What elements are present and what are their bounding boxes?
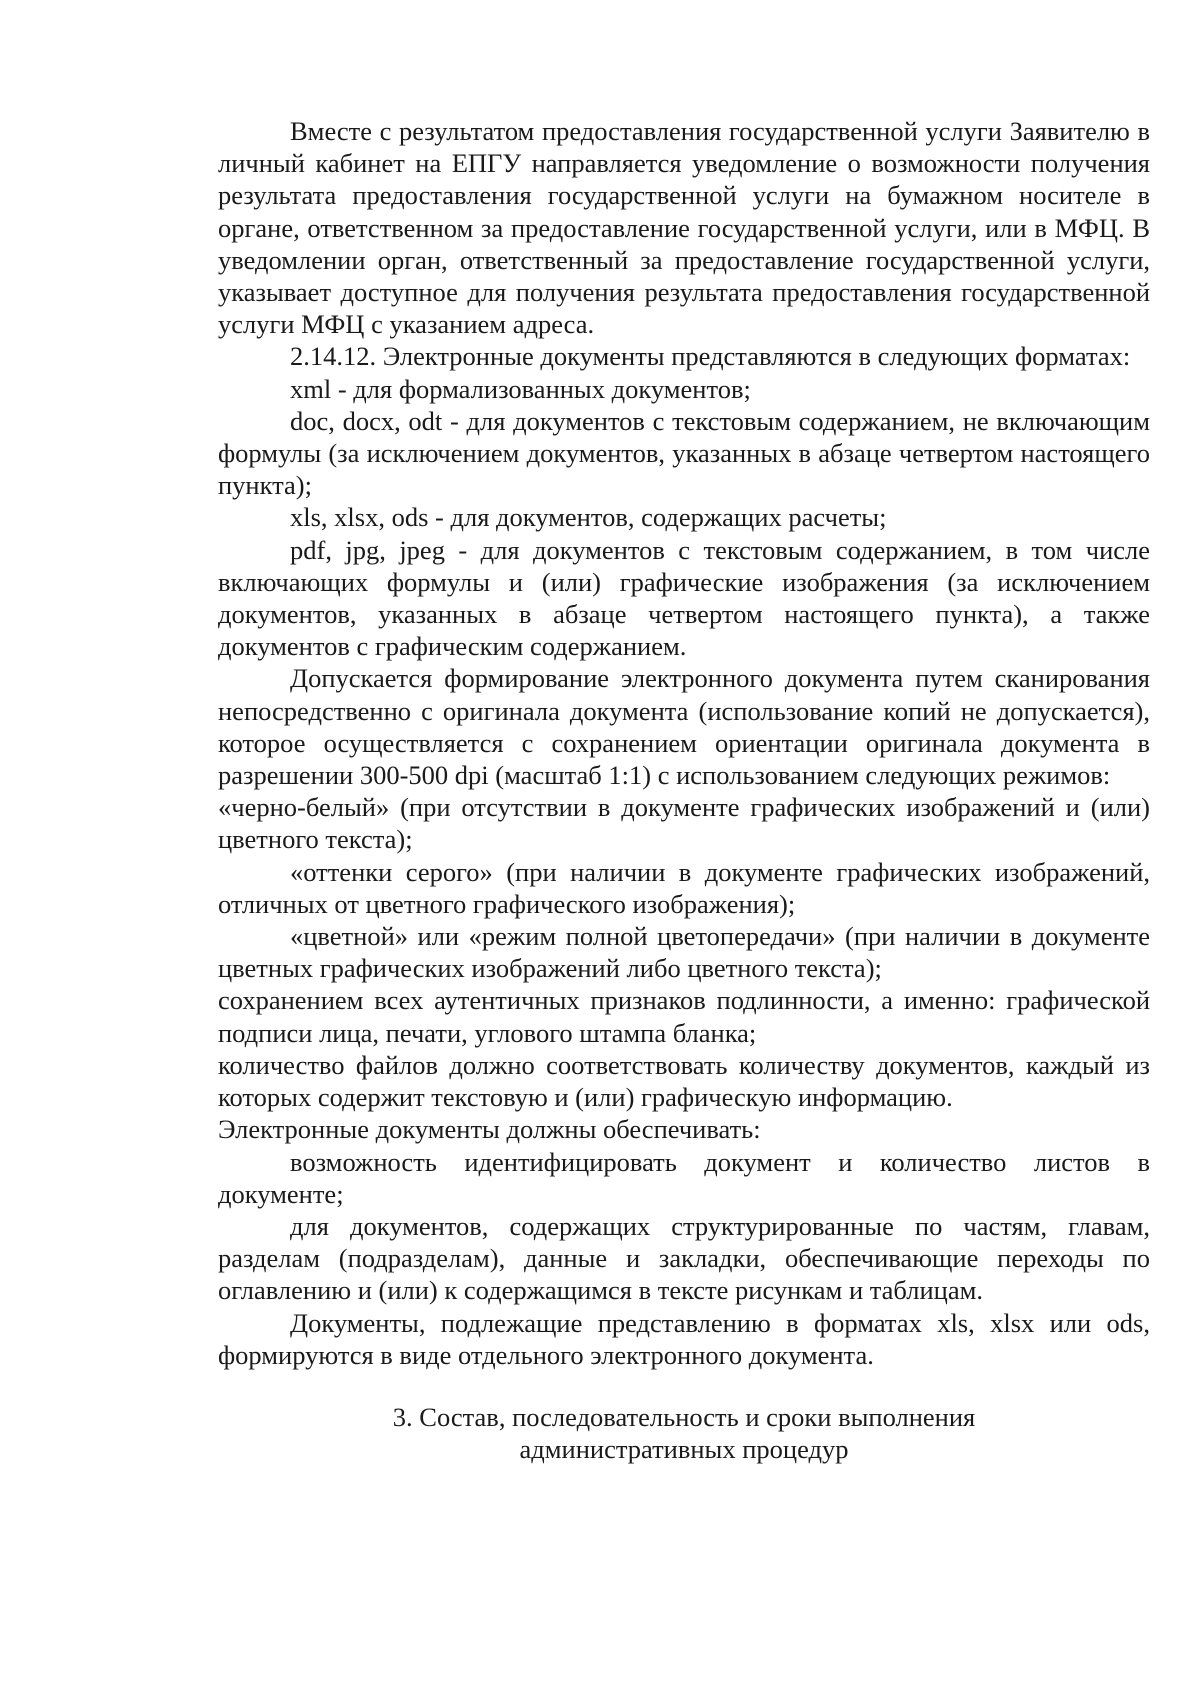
paragraph-documents-must-provide: Электронные документы должны обеспечивать: (218, 1114, 761, 1145)
paragraph-mode-grayscale: «оттенки серого» (при наличии в документе графических изображений, отличных от цветного графического изображения); (218, 856, 1150, 919)
paragraph-separate-document: Документы, подлежащие представлению в форматах xls, xlsx или ods, формируются в виде отдельного электронного документа. (218, 1307, 1150, 1370)
document-page (218, 115, 1150, 1465)
paragraph-result-notification: Вместе с результатом предоставления государственной услуги Заявителю в личный кабинет на ЕПГУ направляется уведомление о возможности получения результата предоставления государственной услуги на бумажном носителе в органе, ответственном за предоставление государственной услуги, или в МФЦ. В уведомлении орган, ответственный за предоставление государственной услуги, указывает доступное для получения результата предоставления государственной услуги МФЦ с указанием адреса. (218, 116, 1150, 340)
paragraph-format-doc: doc, docx, odt - для документов с текстовым содержанием, не включающим формулы (за исключением документов, указанных в абзаце четвертом настоящего пункта); (218, 405, 1150, 501)
paragraph-mode-black-white: «черно-белый» (при отсутствии в документе графических изображений и (или) цветного текста); (218, 792, 1150, 855)
paragraph-format-pdf: pdf, jpg, jpeg - для документов с текстовым содержанием, в том числе включающих формулы и (или) графические изображения (за исключением документов, указанных в абзаце четвертом настоящего пункта), а также документов с графическим содержанием. (218, 534, 1150, 662)
paragraph-authenticity-signs: сохранением всех аутентичных признаков подлинности, а именно: графической подписи лица, печати, углового штампа бланка; (218, 985, 1150, 1048)
section-heading-line-1: 3. Состав, последовательность и сроки выполнения (392, 1401, 976, 1432)
paragraph-structured-documents: для документов, содержащих структурированные по частям, главам, разделам (подразделам), данные и закладки, обеспечивающие переходы по оглавлению и (или) к содержащимся в тексте рисункам и таблицам. (218, 1210, 1150, 1306)
paragraph-scanning-allowed: Допускается формирование электронного документа путем сканирования непосредственно с оригинала документа (использование копий не допускается), которое осуществляется с сохранением ориентации оригинала документа в разрешении 300-500 dpi (масштаб 1:1) с использованием следующих режимов: (218, 663, 1150, 791)
paragraph-2-14-12-formats: 2.14.12. Электронные документы представляются в следующих форматах: (290, 341, 1131, 372)
paragraph-mode-color: «цветной» или «режим полной цветопередачи» (при наличии в документе цветных графических изображений либо цветного текста); (218, 921, 1150, 984)
paragraph-format-xls: xls, xlsx, ods - для документов, содержащих расчеты; (290, 502, 887, 533)
paragraph-identify-document: возможность идентифицировать документ и количество листов в документе; (218, 1146, 1150, 1209)
section-heading-line-2: административных процедур (519, 1434, 849, 1465)
paragraph-format-xml: xml - для формализованных документов; (290, 373, 751, 404)
paragraph-file-count: количество файлов должно соответствовать количеству документов, каждый из которых содержит текстовую и (или) графическую информацию. (218, 1049, 1150, 1113)
section-heading (218, 1401, 1150, 1465)
